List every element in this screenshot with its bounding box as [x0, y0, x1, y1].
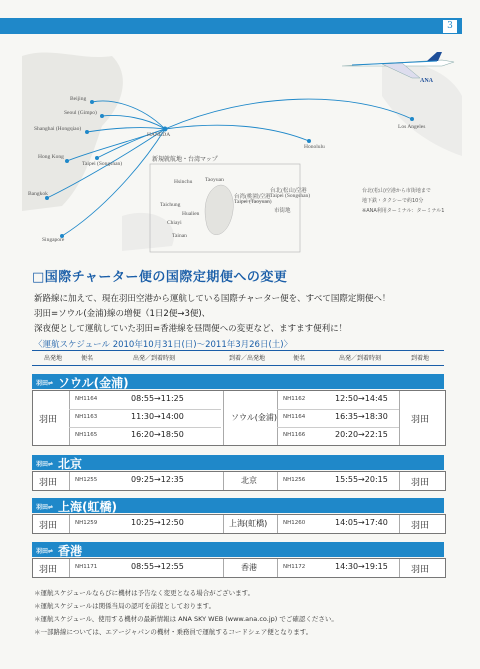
- column-header: 便名: [292, 355, 305, 362]
- route-band-prefix: 羽田⇌: [36, 504, 54, 511]
- flight-time: 09:25→12:35: [131, 475, 184, 484]
- city-label-beijing: Beijing: [70, 96, 87, 102]
- flight-number: NH1164: [75, 396, 98, 402]
- flight-time: 10:25→12:50: [131, 518, 184, 527]
- back-cell: 羽田: [411, 478, 430, 488]
- flight-number: NH1163: [75, 414, 98, 420]
- hub-label-haneda: HANEDA: [147, 132, 171, 138]
- origin-cell: 羽田: [39, 478, 58, 488]
- route-band-seoul: [32, 374, 444, 389]
- column-header: 出発／到着時刻: [132, 355, 175, 362]
- footnote: ＊運航スケジュールならびに機材は予告なく変更となる場合がございます。: [34, 589, 255, 597]
- taiwan-island-shape: [205, 185, 233, 235]
- inset-label: Taichung: [160, 202, 181, 208]
- inset-label: Chiayi: [167, 220, 182, 226]
- column-header: 到着／出発地: [228, 355, 265, 362]
- inset-note: ※ANA利用ターミナル：ターミナル1: [362, 208, 445, 214]
- route-table-hongkong: [32, 558, 446, 578]
- dest-cell: 香港: [241, 563, 257, 572]
- flight-time: 12:50→14:45: [335, 394, 388, 403]
- footnote: ＊運航スケジュールは関係当局の認可を前提としております。: [34, 602, 216, 610]
- inset-label: Tainan: [172, 233, 187, 239]
- route-band-prefix: 羽田⇌: [36, 548, 54, 555]
- back-cell: 羽田: [411, 415, 430, 425]
- footnote: ＊一部路線については、エアージャパンの機材・乗務員で運航するコードシェア便となります。: [34, 628, 313, 636]
- city-label-shanghai: Shanghai (Hongqiao): [34, 126, 82, 132]
- origin-cell: 羽田: [39, 415, 58, 425]
- route-band-title: 香港: [58, 544, 83, 558]
- hub-dot: [163, 127, 168, 132]
- city-dot: [100, 114, 104, 118]
- flight-number: NH1164: [283, 414, 306, 420]
- back-cell: 羽田: [411, 565, 430, 575]
- inset-label: Hsinchu: [174, 179, 193, 185]
- inset-note: 地下鉄・タクシーで約10分: [362, 198, 424, 204]
- inset-label: 台北(松山)空港: [270, 188, 307, 194]
- flight-time: 11:30→14:00: [131, 412, 184, 421]
- intro-line: 羽田=ソウル(金浦)線の増便（1日2便→3便)、: [34, 309, 211, 319]
- flight-time: 20:20→22:15: [335, 430, 388, 439]
- route-line-losangeles: [165, 99, 412, 129]
- flight-number: NH1255: [75, 477, 98, 483]
- route-map: [22, 36, 462, 258]
- inset-label: Taoyuan: [205, 177, 224, 183]
- city-dot: [410, 117, 414, 121]
- origin-cell: 羽田: [39, 565, 58, 575]
- inset-label: 市街地: [274, 208, 291, 214]
- city-label-taipei: Taipei (Songshan): [82, 161, 123, 167]
- city-dot: [307, 139, 311, 143]
- inset-label: 台湾(桃園)空港: [234, 194, 271, 200]
- top-banner: [0, 18, 462, 34]
- flight-number: NH1172: [283, 564, 306, 570]
- route-line-seoul: [102, 116, 165, 129]
- flight-number: NH1259: [75, 520, 98, 526]
- city-label-losangeles: Los Angeles: [398, 124, 426, 130]
- inset-label: Hualien: [182, 211, 200, 217]
- flight-time: 08:55→12:55: [131, 562, 184, 571]
- page-number: 3: [443, 20, 457, 33]
- dest-cell: 北京: [241, 476, 257, 485]
- schedule-period: 〈運航スケジュール 2010年10月31日(日)～2011年3月26日(土)〉: [34, 340, 293, 350]
- route-table-seoul: [32, 390, 446, 446]
- section-heading: □国際チャーター便の国際定期便への変更: [32, 270, 288, 285]
- footnote: ＊運航スケジュール、使用する機材の最新情報は ANA SKY WEB (www.ana.co.jp) でご確認ください。: [34, 615, 338, 623]
- route-table-beijing: [32, 471, 446, 491]
- intro-line: 深夜便として運航していた羽田=香港線を昼間便への変更など、ますます便利に！: [34, 324, 348, 334]
- table-column-header: [32, 350, 444, 366]
- flight-time: 14:05→17:40: [335, 518, 388, 527]
- inset-label: Taipei (Taoyuan): [234, 199, 272, 205]
- column-header: 出発／到着時刻: [338, 355, 381, 362]
- city-label-honolulu: Honolulu: [304, 144, 325, 150]
- intro-line: 新路線に加えて、現在羽田空港から運航している国際チャーター便を、すべて国際定期便へ！: [34, 294, 391, 304]
- route-map-graphic: [22, 36, 462, 258]
- origin-cell: 羽田: [39, 521, 58, 531]
- route-band-title: ソウル(金浦): [58, 376, 129, 390]
- city-dot: [65, 159, 69, 163]
- dest-cell: ソウル(金浦): [231, 413, 278, 422]
- route-band-shanghai: [32, 498, 444, 513]
- flight-number: NH1171: [75, 564, 98, 570]
- flight-number: NH1165: [75, 432, 98, 438]
- city-dot: [85, 130, 89, 134]
- route-band-prefix: 羽田⇌: [36, 380, 54, 387]
- route-band-beijing: [32, 455, 444, 470]
- dest-cell: 上海(虹橋): [229, 519, 268, 528]
- flight-number: NH1260: [283, 520, 306, 526]
- city-label-hongkong: Hong Kong: [38, 154, 64, 160]
- route-line-honolulu: [165, 125, 309, 141]
- route-band-title: 上海(虹橋): [58, 500, 117, 514]
- route-band-hongkong: [32, 542, 444, 557]
- inset-label: Taipei (Songshan): [270, 193, 311, 199]
- route-band-title: 北京: [58, 457, 83, 471]
- city-label-seoul: Seoul (Gimpo): [64, 110, 97, 116]
- flight-time: 16:20→18:50: [131, 430, 184, 439]
- city-label-bangkok: Bangkok: [28, 191, 48, 197]
- flight-number: NH1162: [283, 396, 306, 402]
- city-dot: [95, 156, 99, 160]
- flight-number: NH1256: [283, 477, 306, 483]
- flight-time: 08:55→11:25: [131, 394, 184, 403]
- city-dot: [90, 100, 94, 104]
- route-table-shanghai: [32, 514, 446, 534]
- city-label-singapore: Singapore: [42, 237, 65, 243]
- inset-title: 新規就航地・台湾マップ: [152, 157, 218, 163]
- airline-logo: ANA: [420, 78, 433, 84]
- route-band-prefix: 羽田⇌: [36, 461, 54, 468]
- flight-time: 14:30→19:15: [335, 562, 388, 571]
- inset-note: 台北(松山)空港から市街地まで: [362, 188, 431, 194]
- flight-time: 16:35→18:30: [335, 412, 388, 421]
- flight-number: NH1166: [283, 432, 306, 438]
- column-header: 便名: [80, 355, 93, 362]
- column-header: 出発地: [43, 355, 62, 362]
- flight-time: 15:55→20:15: [335, 475, 388, 484]
- column-header: 到着地: [410, 355, 429, 362]
- back-cell: 羽田: [411, 521, 430, 531]
- land-shape-oceania: [122, 213, 174, 251]
